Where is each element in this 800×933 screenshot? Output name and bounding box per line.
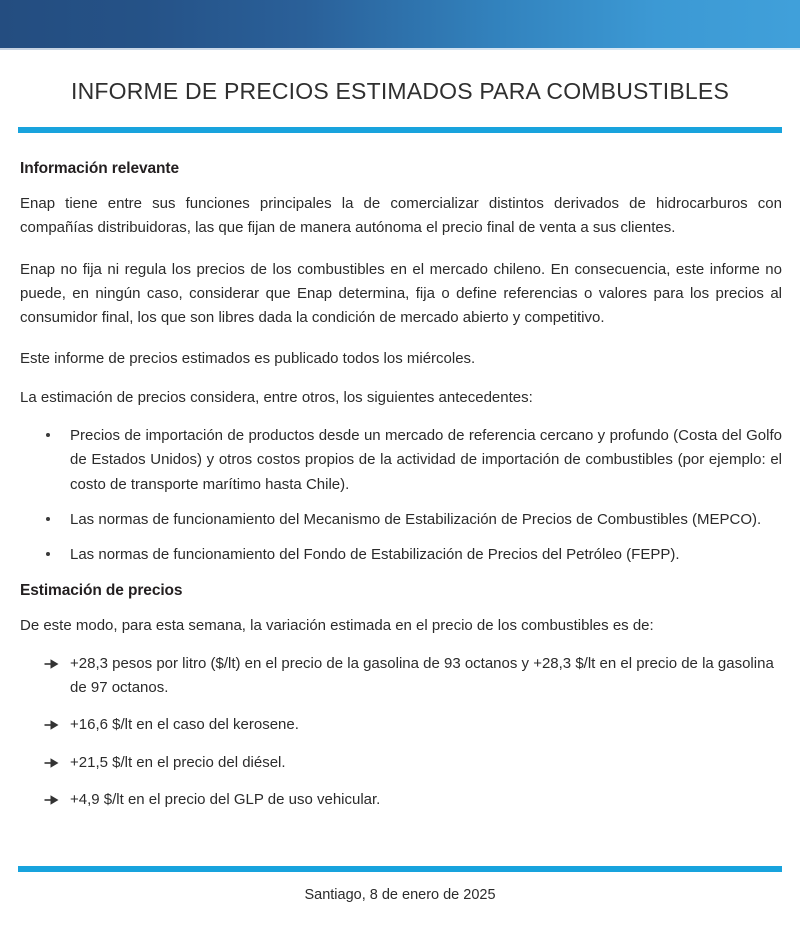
list-item bbox=[20, 543, 782, 567]
paragraph-enap-no-regulation: Enap no fija ni regula los precios de los combustibles en el mercado chileno. En consecuencia, este informe no puede, en ningún caso, considerar que Enap determina, fija o define referencias o valores para los precios al consumidor final, los que son libres dada la condición de mercado abierto y competitivo. bbox=[20, 260, 782, 327]
section-heading-price-estimation: Estimación de precios bbox=[20, 581, 183, 599]
header-gradient-band bbox=[0, 0, 800, 48]
list-item-text: +28,3 pesos por litro ($/lt) en el precio de la gasolina de 93 octanos y +28,3 $/lt en el precio de la gasolina de 97 octanos. bbox=[70, 654, 774, 697]
list-item-text: Las normas de funcionamiento del Mecanismo de Estabilización de Precios de Combustibles (MEPCO). bbox=[70, 510, 762, 528]
paragraph-enap-functions: Enap tiene entre sus funciones principales la de comercializar distintos derivados de hidrocarburos con compañías distribuidoras, las que fijan de manera autónoma el precio final de venta a sus clientes. bbox=[20, 195, 782, 237]
list-item-text: +21,5 $/lt en el precio del diésel. bbox=[70, 753, 286, 771]
accent-rule-bottom bbox=[18, 866, 782, 872]
price-variation-list bbox=[20, 652, 782, 812]
accent-rule-top bbox=[18, 127, 782, 133]
arrow-bullet-icon bbox=[44, 794, 60, 806]
list-item bbox=[20, 751, 782, 775]
dot-bullet-icon bbox=[46, 517, 50, 521]
arrow-bullet-icon bbox=[44, 658, 60, 670]
list-item bbox=[20, 713, 782, 737]
header-band-shadow bbox=[0, 48, 800, 50]
paragraph-estimation-basis-intro: La estimación de precios considera, entre otros, los siguientes antecedentes: bbox=[20, 388, 533, 406]
list-item bbox=[20, 652, 782, 701]
footer-place-and-date: Santiago, 8 de enero de 2025 bbox=[304, 887, 496, 903]
list-item bbox=[20, 508, 782, 532]
list-item-text: +4,9 $/lt en el precio del GLP de uso vehicular. bbox=[70, 791, 381, 809]
arrow-bullet-icon bbox=[44, 757, 60, 769]
document-body bbox=[20, 160, 782, 812]
antecedents-list bbox=[20, 424, 782, 567]
page-title: INFORME DE PRECIOS ESTIMADOS PARA COMBUSTIBLES bbox=[71, 78, 729, 104]
list-item-text: Las normas de funcionamiento del Fondo de Estabilización de Precios del Petróleo (FEPP). bbox=[70, 546, 680, 564]
arrow-bullet-icon bbox=[44, 719, 60, 731]
list-item bbox=[20, 788, 782, 812]
paragraph-weekly-variation-intro: De este modo, para esta semana, la variación estimada en el precio de los combustibles es de: bbox=[20, 616, 654, 634]
section-heading-relevant-info: Información relevante bbox=[20, 160, 179, 177]
list-item-text: Precios de importación de productos desde un mercado de referencia cercano y profundo (Costa del Golfo de Estados Unidos) y otros costos propios de la actividad de importación de combustibles (por ejemplo: el costo de transporte marítimo hasta Chile). bbox=[70, 427, 782, 493]
list-item bbox=[20, 424, 782, 497]
list-item-text: +16,6 $/lt en el caso del kerosene. bbox=[70, 716, 299, 734]
dot-bullet-icon bbox=[46, 433, 50, 437]
dot-bullet-icon bbox=[46, 552, 50, 556]
paragraph-publication-schedule: Este informe de precios estimados es publicado todos los miércoles. bbox=[20, 350, 476, 368]
